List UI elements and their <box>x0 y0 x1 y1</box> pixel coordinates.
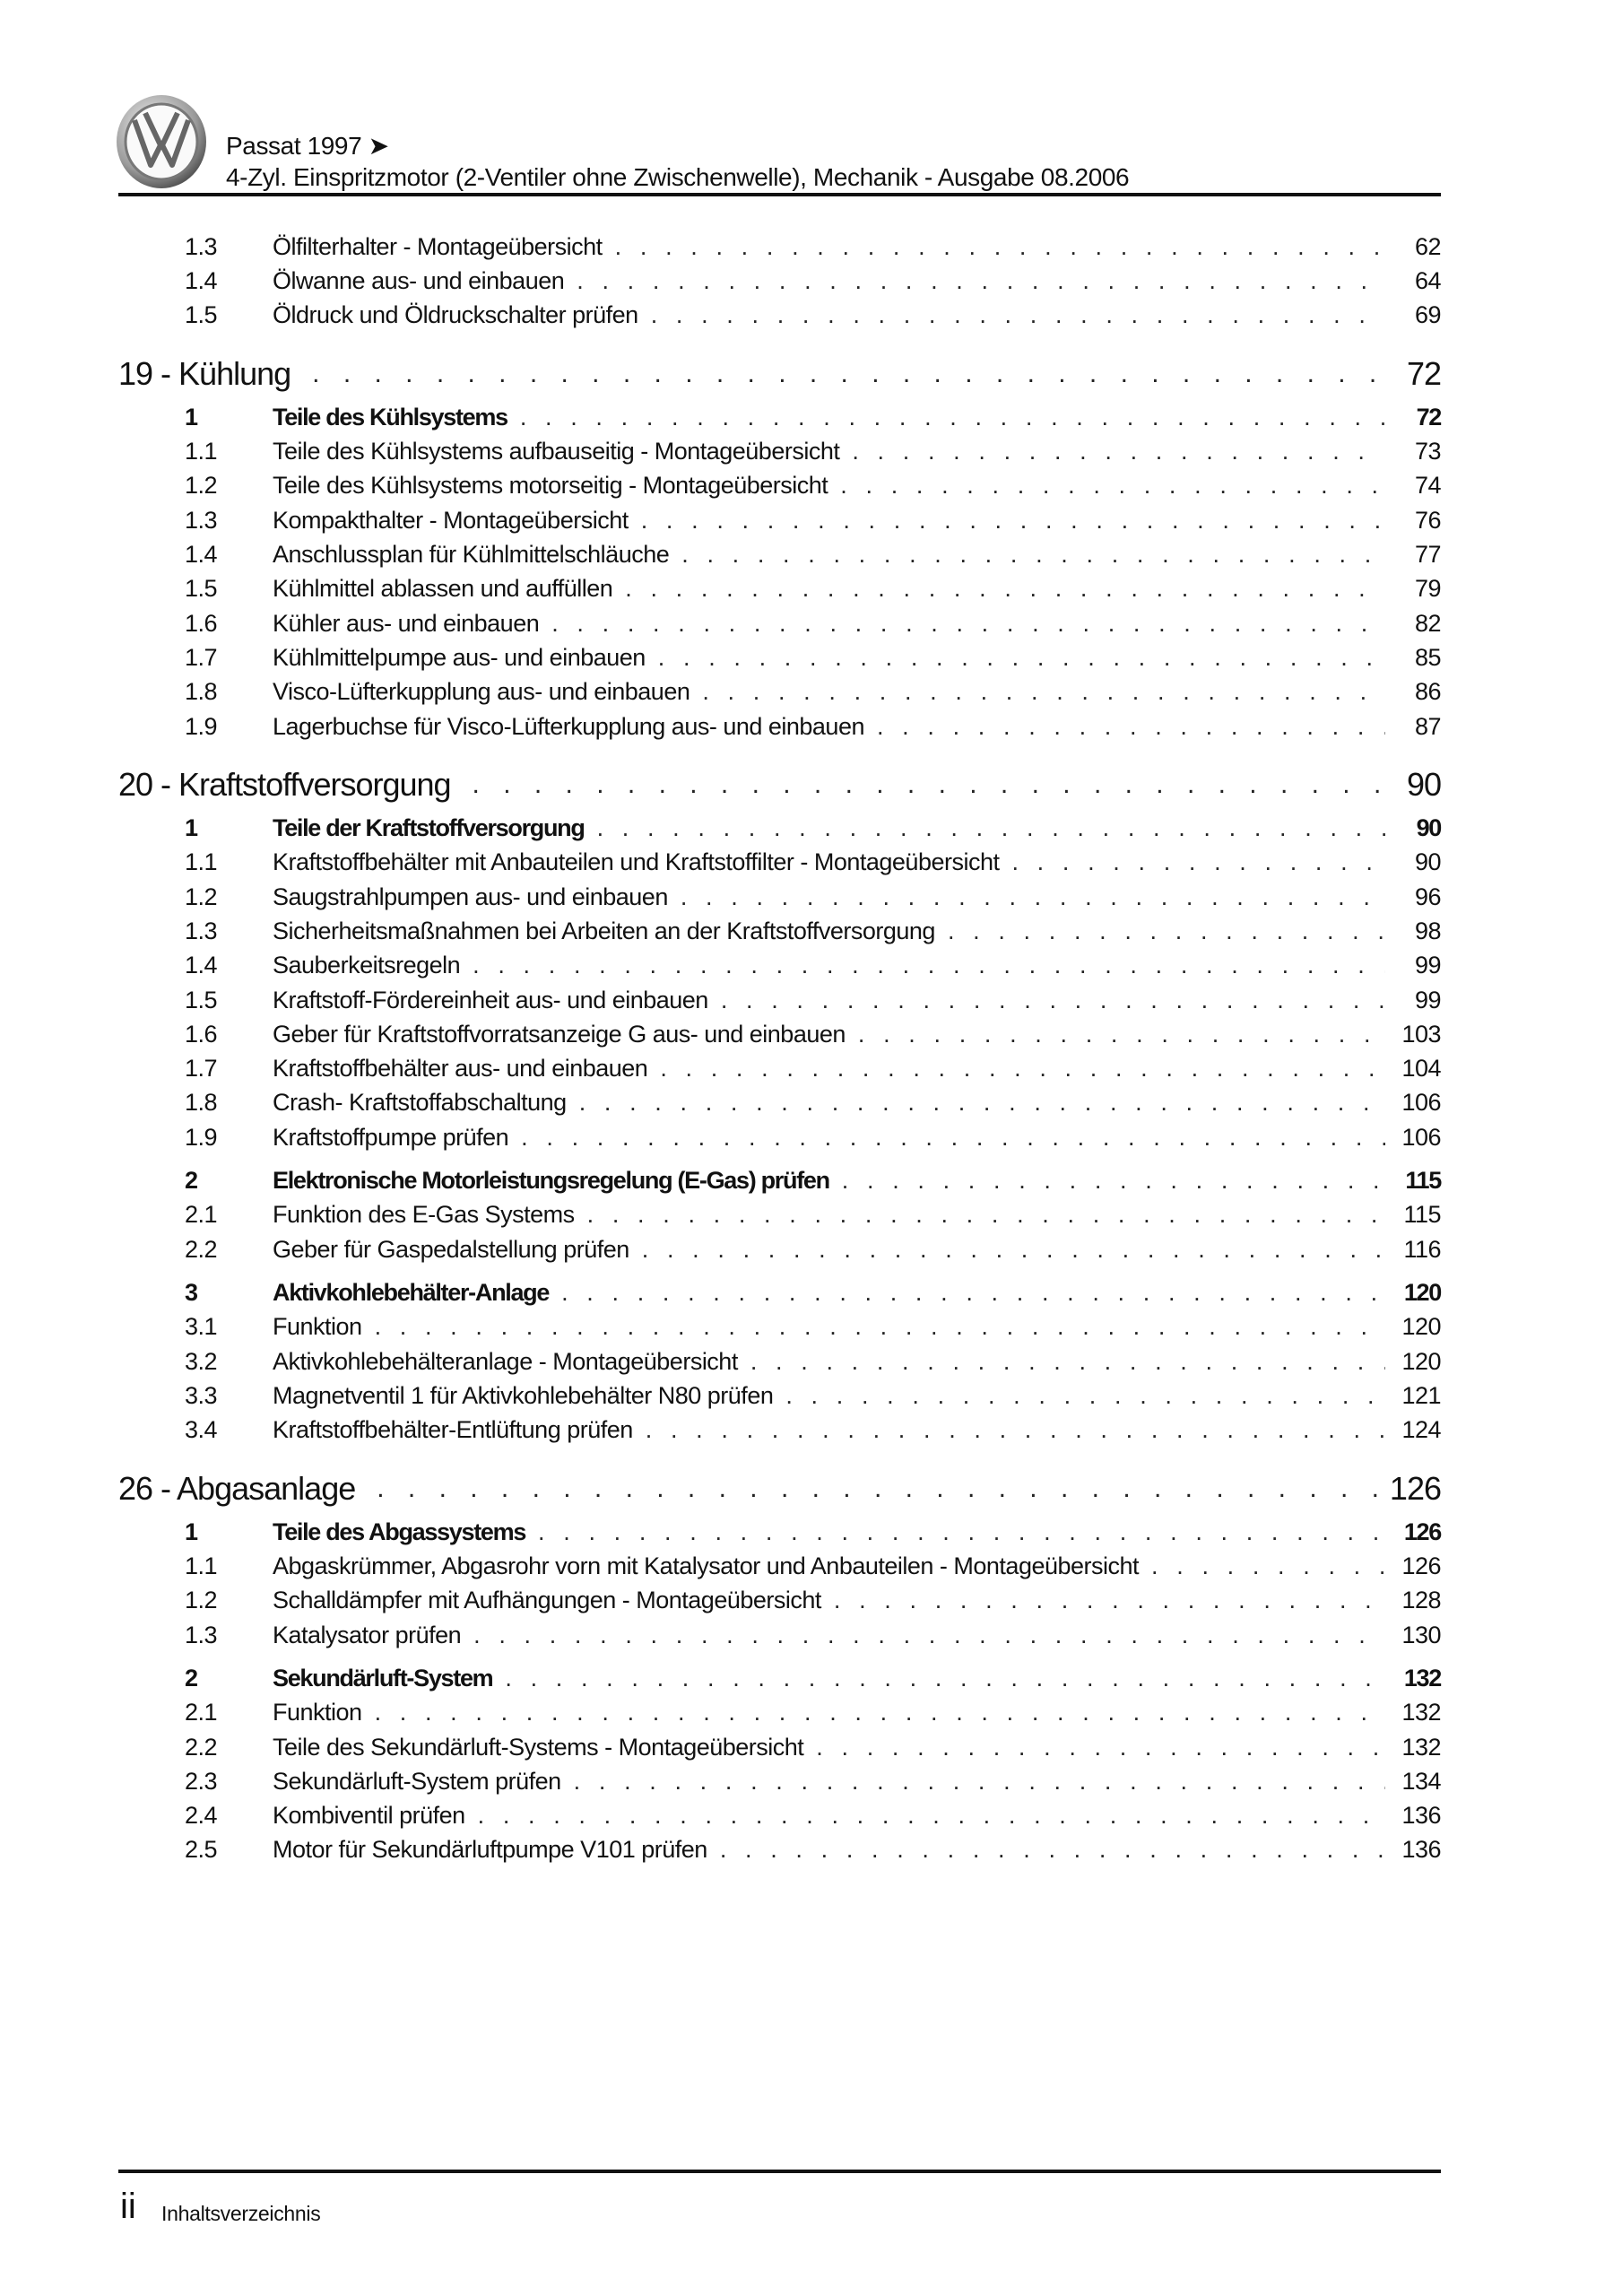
toc-chapter[interactable] <box>118 357 1441 391</box>
toc-entry-number: 2.5 <box>185 1836 218 1864</box>
toc-entry-number: 1.3 <box>185 917 218 944</box>
toc-entry-page: 104 <box>1401 1055 1441 1083</box>
toc-entry[interactable] <box>118 983 1441 1017</box>
toc-entry-number: 1 <box>185 403 197 430</box>
toc-entry-number: 3.3 <box>185 1381 218 1409</box>
toc-entry-number: 1.8 <box>185 1089 218 1117</box>
footer-page-number: ii <box>120 2187 136 2226</box>
toc-entry-title: Sekundärluft-System prüfen <box>273 1767 561 1795</box>
dot-leader <box>702 678 1385 706</box>
dot-leader <box>538 1518 1385 1546</box>
toc-entry-title: Teile des Kühlsystems <box>273 403 507 430</box>
toc-entry-page: 136 <box>1401 1802 1441 1830</box>
toc-entry-number: 1.6 <box>185 609 218 637</box>
toc-entry-number: 1.8 <box>185 678 218 706</box>
toc-entry-page: 72 <box>1416 403 1441 430</box>
toc-entry-number: 1.7 <box>185 643 218 671</box>
toc-entry[interactable] <box>118 1120 1441 1154</box>
dot-leader <box>852 438 1385 465</box>
toc-entry-page: 121 <box>1401 1381 1441 1409</box>
vw-logo-icon <box>115 93 208 190</box>
toc-entry-number: 1.1 <box>185 848 218 876</box>
toc-entry-page: 106 <box>1401 1089 1441 1117</box>
toc-entry-title: Kraftstoff-Fördereinheit aus- und einbauen <box>273 986 708 1013</box>
toc-chapter[interactable] <box>118 768 1441 802</box>
toc-entry-page: 116 <box>1403 1235 1441 1263</box>
dot-leader <box>658 644 1385 672</box>
toc-entry-title: Aktivkohlebehälteranlage - Montageübersicht <box>273 1347 738 1375</box>
toc-entry-page: 69 <box>1414 301 1441 329</box>
toc-entry-number: 1.5 <box>185 986 218 1013</box>
toc-entry[interactable] <box>118 1618 1441 1652</box>
dot-leader <box>651 301 1385 329</box>
dot-leader <box>478 1802 1385 1830</box>
dot-leader <box>641 507 1385 535</box>
toc-entry[interactable] <box>118 1730 1441 1764</box>
toc-entry-number: 3 <box>185 1278 197 1306</box>
toc-entry[interactable] <box>118 914 1441 948</box>
toc-entry-page: 85 <box>1414 643 1441 671</box>
toc-entry-title: Kompakthalter - Montageübersicht <box>273 506 629 534</box>
toc-entry[interactable] <box>118 400 1441 434</box>
dot-leader <box>473 770 1385 800</box>
toc-entry-number: 2.3 <box>185 1767 218 1795</box>
toc-entry-number: 1.7 <box>185 1055 218 1083</box>
toc-entry-page: 96 <box>1414 883 1441 910</box>
toc-entry-number: 1.2 <box>185 883 218 910</box>
dot-leader <box>574 1768 1385 1796</box>
dot-leader <box>646 1416 1385 1444</box>
toc-entry[interactable] <box>118 1344 1441 1378</box>
toc-entry-number: 1.3 <box>185 1621 218 1648</box>
dot-leader <box>551 610 1385 638</box>
dot-leader <box>520 404 1385 431</box>
toc-entry-title: Elektronische Motorleistungsregelung (E-Gas) prüfen <box>273 1167 829 1195</box>
toc-entry[interactable] <box>118 1378 1441 1413</box>
toc-entry[interactable] <box>118 230 1441 264</box>
toc-entry-number: 3.4 <box>185 1416 218 1444</box>
toc-entry-page: 90 <box>1416 814 1441 842</box>
toc-entry-title: Funktion <box>273 1699 362 1726</box>
toc-entry-page: 120 <box>1401 1347 1441 1375</box>
header-model: Passat 1997 ➤ <box>226 132 389 160</box>
dot-leader <box>877 713 1385 741</box>
toc-entry-page: 134 <box>1401 1767 1441 1795</box>
toc-entry-number: 1.3 <box>185 506 218 534</box>
toc-entry-page: 130 <box>1401 1621 1441 1648</box>
toc-entry-page: 98 <box>1414 917 1441 944</box>
dot-leader <box>681 541 1385 569</box>
toc-entry-title: Teile des Sekundärluft-Systems - Montageübersicht <box>273 1733 804 1761</box>
toc-entry-title: Funktion <box>273 1313 362 1341</box>
toc-entry-page: 132 <box>1403 1664 1441 1692</box>
dot-leader <box>1011 848 1385 876</box>
toc-entry-number: 1.5 <box>185 575 218 603</box>
toc-entry-title: Sicherheitsmaßnahmen bei Arbeiten an der Kraftstoffversorgung <box>273 917 935 944</box>
toc-entry-number: 2.1 <box>185 1201 218 1229</box>
toc-entry-page: 74 <box>1414 472 1441 500</box>
toc-entry-title: Teile des Abgassystems <box>273 1518 526 1545</box>
toc-entry-page: 126 <box>1401 1552 1441 1580</box>
toc-entry-title: Teile der Kraftstoffversorgung <box>273 814 585 842</box>
toc-entry[interactable] <box>118 1198 1441 1232</box>
toc-entry[interactable] <box>118 1086 1441 1120</box>
toc-entry-number: 1.1 <box>185 438 218 465</box>
dot-leader <box>577 267 1385 295</box>
dot-leader <box>625 575 1385 603</box>
toc-entry-title: Kühler aus- und einbauen <box>273 609 540 637</box>
dot-leader <box>473 952 1385 979</box>
toc-entry-title: Sauberkeitsregeln <box>273 952 461 979</box>
dot-leader <box>858 1021 1385 1048</box>
header-divider <box>118 193 1441 196</box>
dot-leader <box>785 1382 1385 1410</box>
toc-entry-title: Geber für Gaspedalstellung prüfen <box>273 1235 629 1263</box>
toc-entry[interactable] <box>118 675 1441 709</box>
dot-leader <box>1151 1552 1385 1580</box>
dot-leader <box>750 1348 1385 1376</box>
toc-entry-title: Öldruck und Öldruckschalter prüfen <box>273 301 638 329</box>
toc-entry[interactable] <box>118 880 1441 914</box>
toc-entry-title: Funktion des E-Gas Systems <box>273 1201 575 1229</box>
toc-entry-title: Geber für Kraftstoffvorratsanzeige G aus- und einbauen <box>273 1020 846 1048</box>
toc-entry[interactable] <box>118 469 1441 503</box>
toc-entry-number: 1.2 <box>185 472 218 500</box>
toc-entry-number: 1.9 <box>185 1123 218 1151</box>
toc-entry[interactable] <box>118 572 1441 606</box>
toc-entry-title: Kühlmittel ablassen und auffüllen <box>273 575 613 603</box>
toc-entry[interactable] <box>118 1515 1441 1549</box>
toc-entry-title: Ölwanne aus- und einbauen <box>273 266 565 294</box>
toc-entry-title: Anschlussplan für Kühlmittelschläuche <box>273 541 670 569</box>
toc-entry-number: 1.4 <box>185 952 218 979</box>
dot-leader <box>505 1665 1385 1692</box>
dot-leader <box>948 918 1385 945</box>
toc-entry-page: 72 <box>1406 355 1441 393</box>
toc-entry-number: 1.9 <box>185 712 218 740</box>
footer-section: Inhaltsverzeichnis <box>161 2202 321 2225</box>
toc-entry-page: 77 <box>1414 541 1441 569</box>
toc-entry[interactable] <box>118 606 1441 640</box>
toc-entry-page: 106 <box>1401 1123 1441 1151</box>
dot-leader <box>642 1236 1385 1264</box>
toc-entry[interactable] <box>118 503 1441 537</box>
toc-entry[interactable] <box>118 1275 1441 1309</box>
toc-entry-number: 2 <box>185 1664 197 1692</box>
toc-entry-page: 62 <box>1414 232 1441 260</box>
toc-entry-page: 136 <box>1401 1836 1441 1864</box>
toc-entry-number: 1 <box>185 1518 197 1545</box>
toc-entry-title: Kraftstoffbehälter-Entlüftung prüfen <box>273 1416 633 1444</box>
toc-entry-number: 1.1 <box>185 1552 218 1580</box>
toc-entry-number: 1.4 <box>185 541 218 569</box>
toc-entry-number: 2.2 <box>185 1733 218 1761</box>
toc-entry-page: 64 <box>1414 266 1441 294</box>
toc-entry[interactable] <box>118 1764 1441 1798</box>
toc-entry-title: Katalysator prüfen <box>273 1621 462 1648</box>
dot-leader <box>721 987 1385 1014</box>
toc-entry-title: Aktivkohlebehälter-Anlage <box>273 1278 550 1306</box>
toc-entry[interactable] <box>118 434 1441 468</box>
toc-entry-title: Lagerbuchse für Visco-Lüfterkupplung aus- und einbauen <box>273 712 864 740</box>
toc-entry[interactable] <box>118 640 1441 674</box>
toc-entry-page: 76 <box>1414 506 1441 534</box>
toc-entry-number: 3.2 <box>185 1347 218 1375</box>
toc-entry[interactable] <box>118 1232 1441 1266</box>
dot-leader <box>597 814 1385 842</box>
toc-entry-page: 90 <box>1406 766 1441 804</box>
toc-entry-page: 79 <box>1414 575 1441 603</box>
toc-entry-title: 20 - Kraftstoffversorgung <box>118 766 451 804</box>
dot-leader <box>375 1313 1385 1341</box>
toc-entry-page: 120 <box>1401 1313 1441 1341</box>
toc-entry[interactable] <box>118 811 1441 845</box>
toc-entry-number: 1.2 <box>185 1587 218 1614</box>
dot-leader <box>561 1279 1385 1307</box>
toc-entry-page: 99 <box>1414 952 1441 979</box>
toc-entry-title: Teile des Kühlsystems motorseitig - Montageübersicht <box>273 472 828 500</box>
toc-entry[interactable] <box>118 1696 1441 1730</box>
dot-leader <box>720 1836 1385 1864</box>
toc-entry-title: Saugstrahlpumpen aus- und einbauen <box>273 883 668 910</box>
toc-entry-title: Kühlmittelpumpe aus- und einbauen <box>273 643 646 671</box>
toc-entry-page: 87 <box>1414 712 1441 740</box>
toc-entry-number: 2.1 <box>185 1699 218 1726</box>
dot-leader <box>840 472 1385 500</box>
dot-leader <box>681 883 1385 911</box>
toc-entry-title: Motor für Sekundärluftpumpe V101 prüfen <box>273 1836 707 1864</box>
toc-entry-page: 99 <box>1414 986 1441 1013</box>
toc-entry-number: 1.6 <box>185 1020 218 1048</box>
toc-entry[interactable] <box>118 1833 1441 1867</box>
toc-entry-title: Kraftstoffbehälter aus- und einbauen <box>273 1055 648 1083</box>
toc-entry[interactable] <box>118 1163 1441 1197</box>
toc-entry-title: Magnetventil 1 für Aktivkohlebehälter N80 prüfen <box>273 1381 774 1409</box>
toc-entry[interactable] <box>118 949 1441 983</box>
dot-leader <box>615 233 1385 261</box>
dot-leader <box>834 1587 1385 1614</box>
toc-entry-page: 86 <box>1414 678 1441 706</box>
toc-entry[interactable] <box>118 1052 1441 1086</box>
dot-leader <box>377 1474 1379 1504</box>
dot-leader <box>816 1734 1385 1761</box>
toc-entry-title: Kraftstoffbehälter mit Anbauteilen und Kraftstoffilter - Montageübersicht <box>273 848 1000 876</box>
toc-entry-page: 115 <box>1403 1201 1441 1229</box>
toc-entry[interactable] <box>118 537 1441 571</box>
dot-leader <box>579 1089 1385 1117</box>
toc-entry[interactable] <box>118 1798 1441 1832</box>
table-of-contents <box>118 230 1441 1867</box>
toc-entry-page: 128 <box>1401 1587 1441 1614</box>
toc-entry-title: Kombiventil prüfen <box>273 1802 465 1830</box>
toc-entry-title: Crash- Kraftstoffabschaltung <box>273 1089 567 1117</box>
toc-entry-title: Ölfilterhalter - Montageübersicht <box>273 232 603 260</box>
toc-entry-number: 1.3 <box>185 232 218 260</box>
toc-entry[interactable] <box>118 709 1441 744</box>
toc-entry-page: 73 <box>1414 438 1441 465</box>
dot-leader <box>842 1167 1385 1195</box>
toc-entry[interactable] <box>118 264 1441 298</box>
toc-entry-page: 132 <box>1401 1733 1441 1761</box>
toc-entry-page: 120 <box>1403 1278 1441 1306</box>
toc-entry[interactable] <box>118 1549 1441 1583</box>
toc-entry[interactable] <box>118 1413 1441 1448</box>
toc-entry-number: 1.5 <box>185 301 218 329</box>
dot-leader <box>375 1699 1385 1726</box>
toc-entry-page: 124 <box>1401 1416 1441 1444</box>
toc-entry-title: Teile des Kühlsystems aufbauseitig - Montageübersicht <box>273 438 840 465</box>
dot-leader <box>312 359 1385 389</box>
toc-entry-title: Visco-Lüfterkupplung aus- und einbauen <box>273 678 690 706</box>
dot-leader <box>521 1124 1385 1152</box>
toc-entry[interactable] <box>118 1310 1441 1344</box>
toc-entry[interactable] <box>118 1584 1441 1618</box>
toc-entry-page: 126 <box>1403 1518 1441 1545</box>
dot-leader <box>587 1201 1385 1229</box>
toc-entry-page: 115 <box>1405 1167 1441 1195</box>
toc-entry[interactable] <box>118 846 1441 880</box>
toc-entry-page: 126 <box>1389 1469 1441 1507</box>
dot-leader <box>660 1055 1385 1083</box>
header-subtitle: 4-Zyl. Einspritzmotor (2-Ventiler ohne Zwischenwelle), Mechanik - Ausgabe 08.2006 <box>226 163 1130 191</box>
toc-entry-title: Sekundärluft-System <box>273 1664 493 1692</box>
toc-entry-page: 82 <box>1414 609 1441 637</box>
toc-entry-title: Schalldämpfer mit Aufhängungen - Montageübersicht <box>273 1587 821 1614</box>
dot-leader <box>473 1622 1385 1649</box>
toc-entry-number: 2.2 <box>185 1235 218 1263</box>
toc-entry-title: 26 - Abgasanlage <box>118 1469 356 1507</box>
toc-chapter[interactable] <box>118 1469 1441 1507</box>
toc-entry-number: 2 <box>185 1167 197 1195</box>
toc-entry-title: Abgaskrümmer, Abgasrohr vorn mit Katalysator und Anbauteilen - Montageübersicht <box>273 1552 1140 1580</box>
toc-entry-title: Kraftstoffpumpe prüfen <box>273 1123 509 1151</box>
toc-entry-number: 1 <box>185 814 197 842</box>
toc-entry-title: 19 - Kühlung <box>118 355 291 393</box>
toc-entry-page: 103 <box>1401 1020 1441 1048</box>
toc-entry-number: 3.1 <box>185 1313 218 1341</box>
toc-entry[interactable] <box>118 299 1441 333</box>
footer-divider <box>118 2170 1441 2173</box>
toc-entry-number: 2.4 <box>185 1802 218 1830</box>
toc-entry-page: 90 <box>1414 848 1441 876</box>
toc-entry-page: 132 <box>1401 1699 1441 1726</box>
toc-entry[interactable] <box>118 1017 1441 1051</box>
toc-entry-number: 1.4 <box>185 266 218 294</box>
toc-entry[interactable] <box>118 1661 1441 1695</box>
